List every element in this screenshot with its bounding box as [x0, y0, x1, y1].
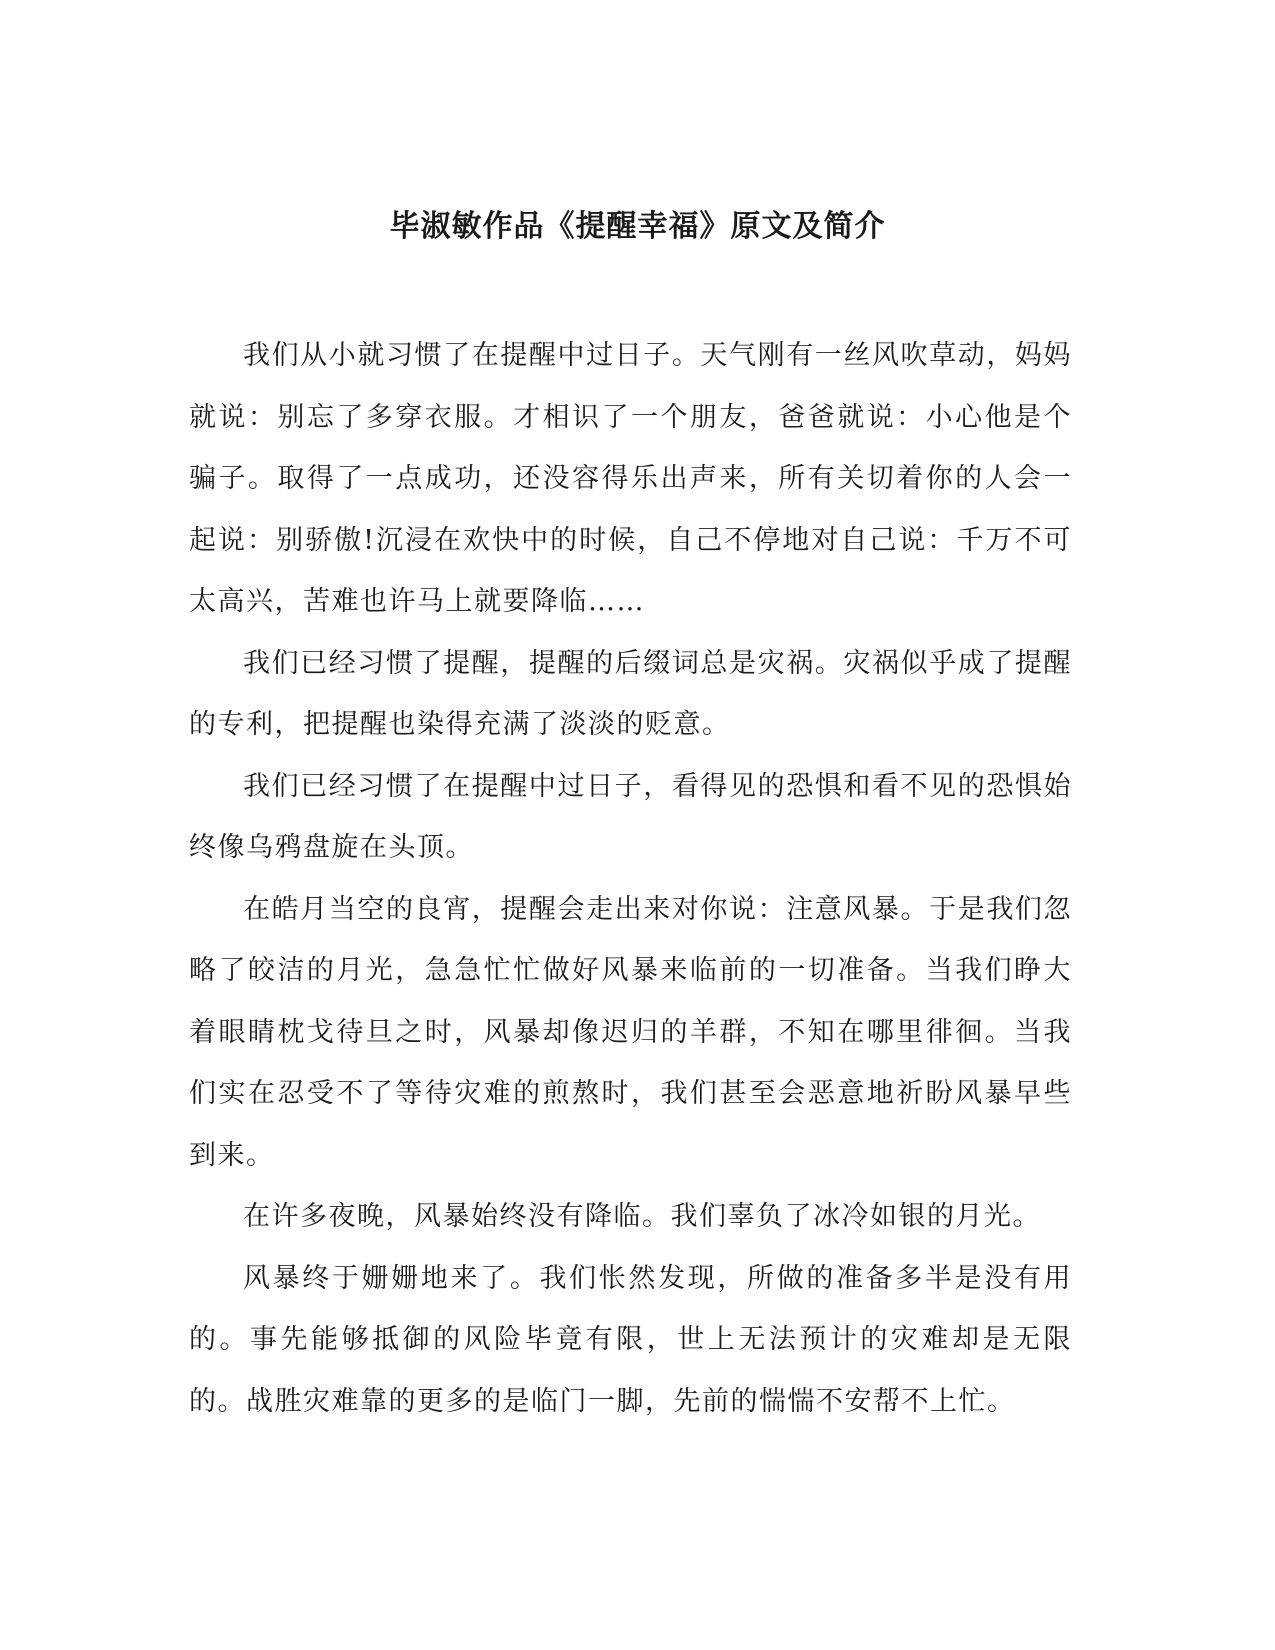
document-body — [189, 325, 1072, 1432]
document-title: 毕淑敏作品《提醒幸福》原文及简介 — [389, 209, 886, 244]
paragraph-2: 我们已经习惯了提醒，提醒的后缀词总是灾祸。灾祸似乎成了提醒的专利，把提醒也染得充满了淡淡的贬意。 — [189, 647, 1072, 740]
paragraph-5: 在许多夜晚，风暴始终没有降临。我们辜负了冰冷如银的月光。 — [243, 1201, 1041, 1232]
paragraph-3: 我们已经习惯了在提醒中过日子，看得见的恐惧和看不见的恐惧始终像乌鸦盘旋在头顶。 — [189, 770, 1072, 863]
paragraph-1: 我们从小就习惯了在提醒中过日子。天气刚有一丝风吹草动，妈妈就说：别忘了多穿衣服。才相识了一个朋友，爸爸就说：小心他是个骗子。取得了一点成功，还没容得乐出声来，所有关切着你的人会一起说：别骄傲!沉浸在欢快中的时候，自己不停地对自己说：千万不可太高兴，苦难也许马上就要降临…… — [189, 340, 1072, 617]
paragraph-6: 风暴终于姗姗地来了。我们怅然发现，所做的准备多半是没有用的。事先能够抵御的风险毕竟有限，世上无法预计的灾难却是无限的。战胜灾难靠的更多的是临门一脚，先前的惴惴不安帮不上忙。 — [189, 1262, 1072, 1417]
paragraph-4: 在皓月当空的良宵，提醒会走出来对你说：注意风暴。于是我们忽略了皎洁的月光，急急忙忙做好风暴来临前的一切准备。当我们睁大着眼睛枕戈待旦之时，风暴却像迟归的羊群，不知在哪里徘徊。当我们实在忍受不了等待灾难的煎熬时，我们甚至会恶意地祈盼风暴早些到来。 — [189, 893, 1072, 1171]
